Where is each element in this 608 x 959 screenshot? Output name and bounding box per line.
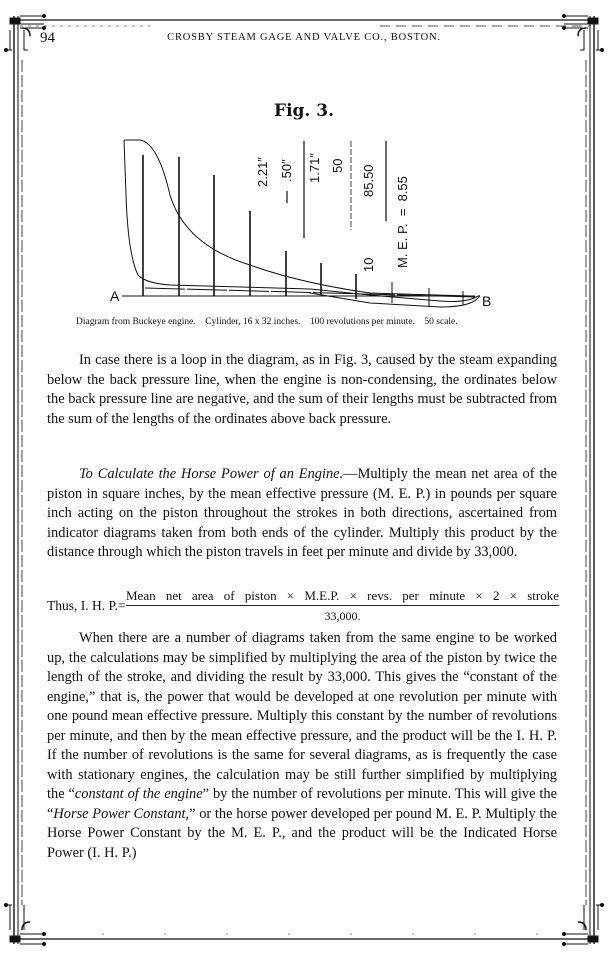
ihp-formula [47,588,559,628]
paragraph-constant [47,629,557,863]
label-b: B [482,293,492,309]
ordinate-sum-3: 1.71″ [307,153,322,183]
emphasis-hp-constant: Horse Power Constant, [53,805,190,822]
formula-denominator: 33,000. [324,609,361,623]
section-heading: To Calculate the Horse Power of an Engine. [79,466,344,482]
mep-result: M. E. P. = 8.55 [395,176,410,268]
figure-caption: Diagram from Buckeye engine. Cylinder, 16 x 32 inches. 100 revolutions per minute. 50 scale. [76,317,458,327]
label-a: A [110,288,120,304]
running-head: CROSBY STEAM GAGE AND VALVE CO., BOSTON. [167,32,441,43]
quotient: 85.50 [361,164,376,197]
paragraph-3-text-a: When there are a number of diagrams taken from the same engine to be worked up, the calculations may be simplified by multiplying the area of the piston by twice the length of the stroke, and dividing the result by 33,000. This gives the “constant of the engine,” that is, the power that would be developed at one revolution per minute with one pound mean effective pressure. Multiply this constant by the number of revolutions per minute, and then by the mean effective pressure, and the product will be the I. H. P. If the number of revolutions is the same for several diagrams, as is frequently the case with stationary engines, the calculation may be still further simplified by multiplying the “ [47,630,557,802]
figure-title: Fig. 3. [274,101,334,121]
paragraph-1-text: In case there is a loop in the diagram, as in Fig. 3, caused by the steam expanding below the back pressure line, when the engine is non-condensing, the ordinates below the back pressure line are negative, and the sum of their lengths must be subtracted from the sum of the lengths of the ordinates above back pressure. [47,352,557,427]
scale-divisor: 50 [330,158,345,173]
paragraph-3-text-b: ” by the number of revolutions per minute. This will give the “ [47,786,557,822]
page-number: 94 [40,30,55,46]
paragraph-3-text-c: ” or the horse power developed per pound M. E. P. Multiply the Horse Power Constant by the M. E. P., and the product will be the Indicated Horse Power (I. H. P.) [47,805,557,861]
paragraph-2-text: —Multiply the mean net area of the piston in square inches, by the mean effective pressure (M. E. P.) in pounds per square inch acting on the piston throughout the strokes in both directions, ascertained from indicator diagrams taken from both ends of the cylinder. Multiply this product by the distance through which the piston travels in feet per minute and divide by 33,000. [47,466,557,560]
formula-lhs: Thus, I. H. P.= [47,598,126,613]
indicator-diagram [110,135,500,315]
paragraph-horse-power [47,465,557,563]
formula-numerator: Mean net area of piston × M.E.P. × revs. per minute × 2 × stroke [126,588,559,606]
expansion-curve [124,140,470,296]
ordinate-sum-2: .50″ [279,159,294,182]
emphasis-constant: constant of the engine [74,786,203,802]
paragraph-loop [47,351,557,429]
steam-line [124,140,480,307]
divisor-10: 10 [361,257,376,272]
ordinate-sum-1: 2.21″ [255,157,270,187]
